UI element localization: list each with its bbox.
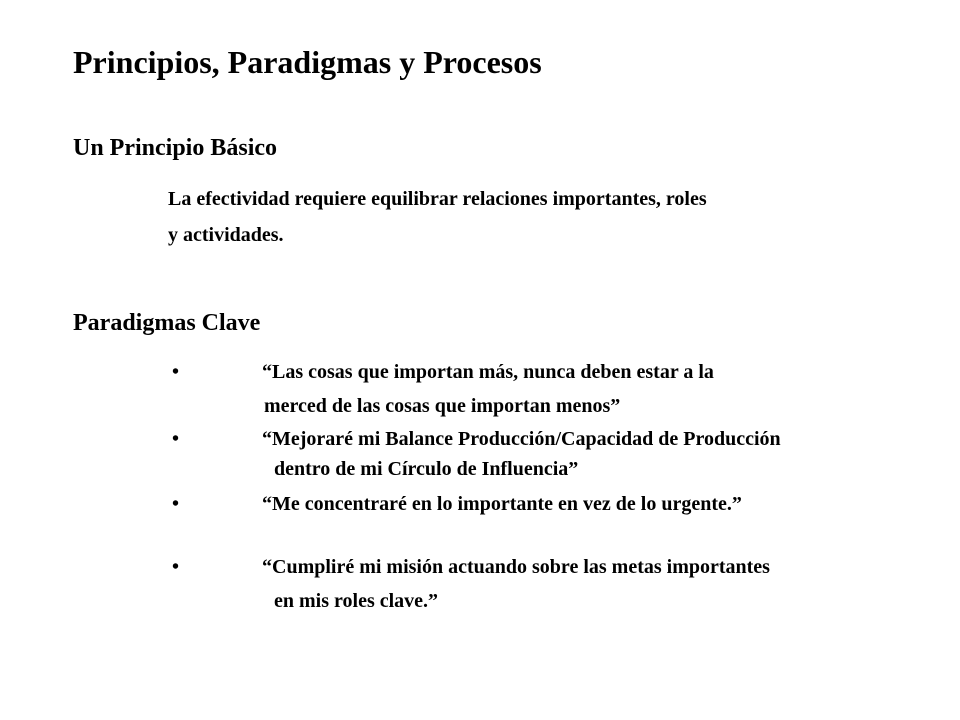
principle-text-line-2: y actividades.	[168, 224, 284, 246]
bullet-marker: •	[172, 361, 180, 383]
paradigm-2-line-1: “Mejoraré mi Balance Producción/Capacidad de Producción	[262, 428, 781, 450]
paradigm-2-line-2: dentro de mi Círculo de Influencia”	[274, 458, 579, 480]
paradigms-heading: Paradigmas Clave	[73, 310, 261, 336]
page-title: Principios, Paradigmas y Procesos	[73, 44, 542, 80]
principle-text-line-1: La efectividad requiere equilibrar relaciones importantes, roles	[168, 188, 707, 210]
paradigm-3-line-1: “Me concentraré en lo importante en vez de lo urgente.”	[262, 493, 742, 515]
paradigm-1-line-1: “Las cosas que importan más, nunca deben estar a la	[262, 361, 714, 383]
principle-heading: Un Principio Básico	[73, 135, 278, 161]
bullet-marker: •	[172, 493, 180, 515]
paradigm-4-line-2: en mis roles clave.”	[274, 590, 439, 612]
paradigm-1-line-2: merced de las cosas que importan menos”	[264, 395, 621, 417]
bullet-marker: •	[172, 556, 180, 578]
paradigm-4-line-1: “Cumpliré mi misión actuando sobre las metas importantes	[262, 556, 770, 578]
bullet-marker: •	[172, 428, 180, 450]
